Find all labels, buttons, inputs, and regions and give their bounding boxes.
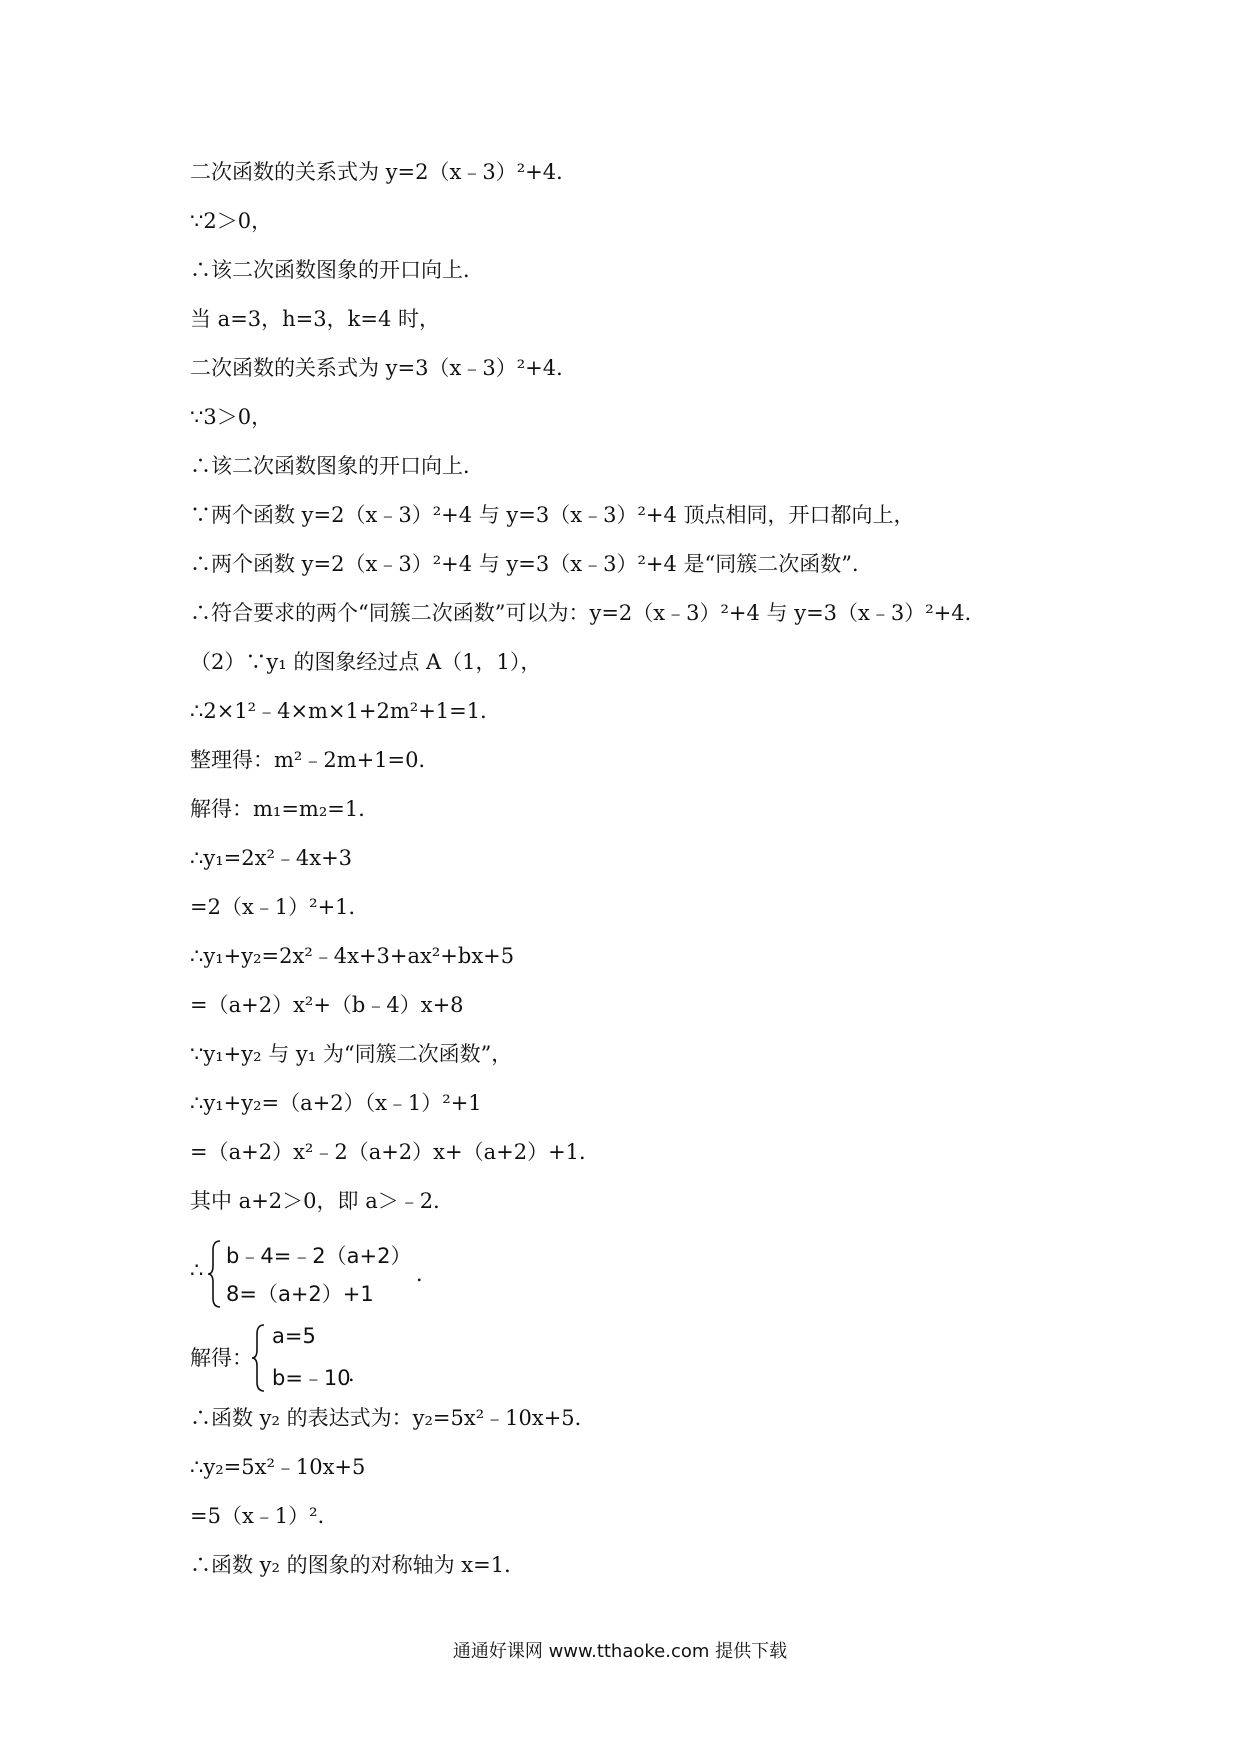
text-line: =5（x﹣1）²． xyxy=(190,1504,339,1528)
text-line: ∵y₁+y₂ 与 y₁ 为“同簇二次函数”， xyxy=(190,1042,513,1066)
text-line: ∵2＞0， xyxy=(190,209,273,233)
left-brace-icon xyxy=(252,1324,266,1392)
text-line: ∵两个函数 y=2（x﹣3）²+4 与 y=3（x﹣3）²+4 顶点相同，开口都向上， xyxy=(190,503,915,527)
system-suffix: ． xyxy=(348,1362,369,1386)
system-equation-1: a=5 xyxy=(272,1324,316,1348)
text-line: 二次函数的关系式为 y=3（x﹣3）²+4． xyxy=(190,356,578,380)
text-line: ∴函数 y₂ 的图象的对称轴为 x=1． xyxy=(190,1553,526,1577)
system-prefix: 解得： xyxy=(190,1346,253,1370)
text-line: =（a+2）x²+（b﹣4）x+8 xyxy=(190,993,464,1017)
system-prefix: ∴ xyxy=(190,1258,204,1282)
equation-system-1 xyxy=(190,1240,450,1310)
text-line: 解得：m₁=m₂=1． xyxy=(190,797,380,821)
page-footer: 通通好课网 www.tthaoke.com 提供下载 xyxy=(452,1641,788,1662)
text-line: 二次函数的关系式为 y=2（x﹣3）²+4． xyxy=(190,160,578,184)
text-line: 整理得：m²﹣2m+1=0． xyxy=(190,748,440,772)
text-line: =（a+2）x²﹣2（a+2）x+（a+2）+1． xyxy=(190,1140,601,1164)
text-line: 当 a=3，h=3，k=4 时， xyxy=(190,307,440,331)
text-line: ∴2×1²﹣4×m×1+2m²+1=1． xyxy=(190,699,502,723)
text-line: ∴y₁+y₂=2x²﹣4x+3+ax²+bx+5 xyxy=(190,944,515,968)
equation-system-2 xyxy=(190,1324,390,1394)
text-line: ∴y₂=5x²﹣10x+5 xyxy=(190,1455,366,1479)
text-line: ∴y₁+y₂=（a+2）（x﹣1）²+1 xyxy=(190,1091,482,1115)
text-line: ∴两个函数 y=2（x﹣3）²+4 与 y=3（x﹣3）²+4 是“同簇二次函数”． xyxy=(190,552,873,576)
text-line: ∴y₁=2x²﹣4x+3 xyxy=(190,846,353,870)
left-brace-icon xyxy=(208,1240,222,1308)
text-line: ∵3＞0， xyxy=(190,405,273,429)
text-line: =2（x﹣1）²+1． xyxy=(190,895,370,919)
system-equation-2: 8=（a+2）+1 xyxy=(226,1282,374,1306)
text-line: 其中 a+2＞0，即 a＞﹣2． xyxy=(190,1189,455,1213)
system-equation-1: b﹣4=﹣2（a+2） xyxy=(226,1244,412,1268)
system-equation-2: b=﹣10 xyxy=(272,1366,351,1390)
system-suffix: ． xyxy=(416,1262,437,1286)
text-line: （2）∵y₁ 的图象经过点 A（1，1）， xyxy=(190,650,542,674)
text-line: ∴该二次函数图象的开口向上． xyxy=(190,258,484,282)
text-line: ∴该二次函数图象的开口向上． xyxy=(190,454,484,478)
text-line: ∴符合要求的两个“同簇二次函数”可以为：y=2（x﹣3）²+4 与 y=3（x﹣3）²+4． xyxy=(190,601,986,625)
text-line: ∴函数 y₂ 的表达式为：y₂=5x²﹣10x+5． xyxy=(190,1406,596,1430)
